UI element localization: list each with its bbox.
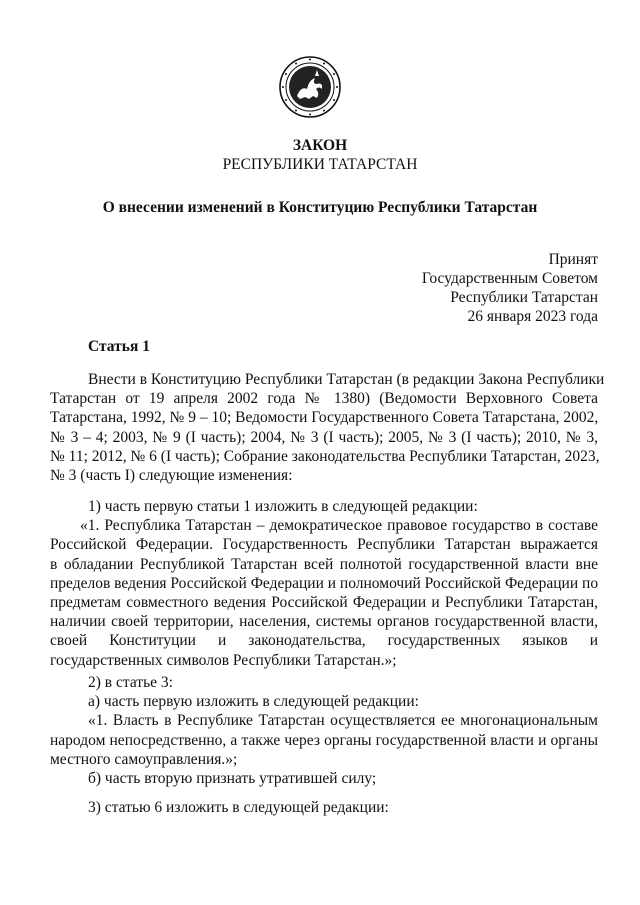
text-line: в обладании Республикой Татарстан всей полнотой государственной власти вне	[50, 555, 598, 573]
accepted-line: Принят	[548, 251, 598, 268]
text-line: пределов ведения Российской Федерации и полномочий Российской Федерации по	[50, 574, 599, 592]
text-line: № 3 – 4; 2003, № 9 (I часть); 2004, № 3 (I часть); 2005, № 3 (I часть); 2010, № 3,	[50, 428, 598, 446]
article-label: Статья 1	[88, 338, 150, 355]
text-line: «1. Власть в Республике Татарстан осуществляется ее многонациональным	[88, 712, 598, 730]
law-heading: О внесении изменений в Конституцию Республики Татарстан	[102, 199, 538, 216]
text-line: государственных символов Республики Татарстан.»;	[50, 651, 397, 669]
item-1	[50, 497, 598, 670]
acceptance-block	[422, 250, 598, 326]
text-line: местного самоуправления.»;	[50, 750, 238, 768]
text-line: Российской Федерации. Государственность Республики Татарстан выражается	[50, 536, 598, 554]
text-line: наличии своей территории, населения, системы органов государственной власти,	[50, 613, 598, 631]
text-line: Внести в Конституцию Республики Татарстан (в редакции Закона Республики	[88, 371, 605, 388]
item-heading: 2) в статье 3:	[88, 674, 173, 691]
text-line: своей Конституции и законодательства, государственных языков и	[50, 632, 598, 650]
text-line: предметам совместного ведения Российской Федерации и Республики Татарстан,	[50, 593, 598, 611]
sub-item-b: б) часть вторую признать утратившей силу;	[88, 769, 377, 787]
item-heading: 3) статью 6 изложить в следующей редакции:	[88, 799, 389, 816]
tatarstan-coat-of-arms-icon	[279, 56, 341, 118]
intro-paragraph	[50, 370, 605, 485]
accepted-line: Республики Татарстан	[450, 289, 598, 306]
text-line: Татарстан от 19 апреля 2002 года № 1380) (Ведомости Верховного Совета	[50, 390, 598, 408]
law-subtitle: РЕСПУБЛИКИ ТАТАРСТАН	[222, 156, 418, 173]
text-line: народом непосредственно, а также через органы государственной власти и органы	[50, 731, 598, 749]
text-line: Татарстана, 1992, № 9 – 10; Ведомости Государственного Совета Татарстана, 2002,	[50, 409, 599, 427]
accepted-line: Государственным Советом	[421, 270, 598, 287]
sub-item-a: а) часть первую изложить в следующей редакции:	[88, 693, 419, 711]
law-title: ЗАКОН	[292, 137, 348, 154]
item-heading: 1) часть первую статьи 1 изложить в следующей редакции:	[88, 498, 478, 515]
item-2	[50, 673, 598, 788]
item-3	[50, 798, 598, 817]
text-line: № 3 (часть I) следующие изменения:	[50, 466, 293, 484]
accepted-date: 26 января 2023 года	[467, 308, 598, 325]
text-line: № 11; 2012, № 6 (I часть); Собрание законодательства Республики Татарстан, 2023,	[50, 447, 600, 465]
text-line: «1. Республика Татарстан – демократическое правовое государство в составе	[80, 517, 598, 535]
